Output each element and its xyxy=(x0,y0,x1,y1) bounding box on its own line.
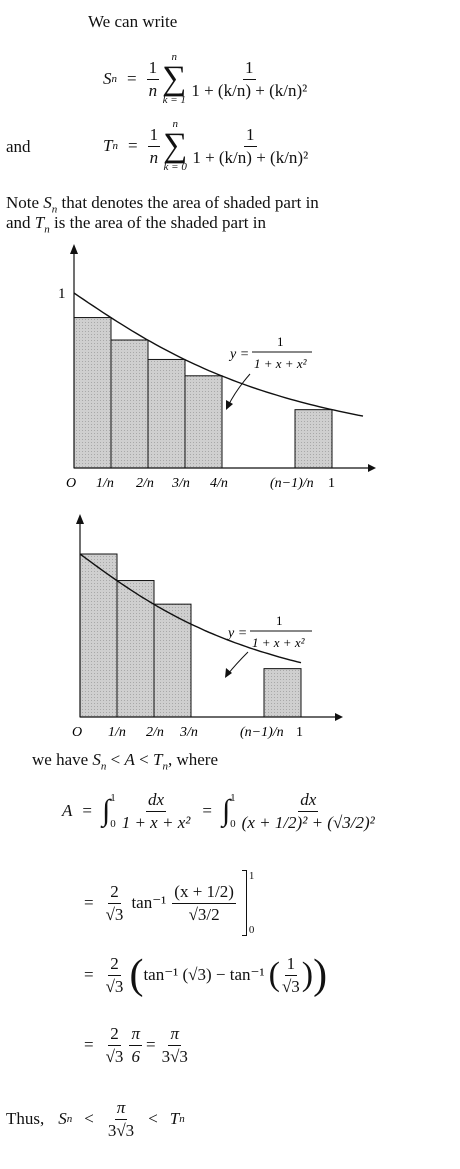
step-2 xyxy=(84,952,328,999)
we-have-lt1: < xyxy=(106,750,125,769)
tn-sum xyxy=(163,119,187,173)
fig1-xlabel-2: 2/n xyxy=(136,476,154,491)
step3-pi6 xyxy=(129,1024,142,1066)
thus-label: Thus, xyxy=(6,1109,45,1129)
and-label: and xyxy=(6,137,31,156)
sn-equals: = xyxy=(127,69,137,89)
note-line-2 xyxy=(6,213,266,235)
thus-s-sub: n xyxy=(66,1113,73,1126)
integral-frac-2 xyxy=(240,790,377,832)
integral-lo-2: 0 xyxy=(230,818,236,831)
we-have-A: A xyxy=(124,750,135,769)
note-l2-sub: n xyxy=(44,223,50,236)
step3-result xyxy=(160,1024,190,1066)
thus-lt2: < xyxy=(148,1109,158,1129)
integral-den-1: 1 + x + x² xyxy=(121,812,191,832)
fig1-xlabel-3: 3/n xyxy=(172,476,190,491)
sn-n: n xyxy=(148,80,158,100)
step3-eq: = xyxy=(84,1035,94,1055)
sn-term-num: 1 xyxy=(243,58,256,80)
step-1 xyxy=(84,870,254,936)
tn-term-den: 1 + (k/n) + (k/n)² xyxy=(192,147,309,167)
we-have-s: S xyxy=(92,750,101,769)
step2-inner-rparen: ) xyxy=(301,956,314,994)
step1-bracket-limits xyxy=(249,870,255,936)
sn-lhs-sub: n xyxy=(111,73,117,86)
integral-num-2: dx xyxy=(298,790,318,812)
fig1-bar-last xyxy=(295,410,332,468)
step1-eq: = xyxy=(84,893,94,912)
fig1-x-arrow xyxy=(368,464,376,472)
step1-num: 2 xyxy=(108,882,121,904)
step2-rparen: ) xyxy=(313,952,328,999)
thus-lt1: < xyxy=(84,1109,94,1129)
thus-s: S xyxy=(58,1109,67,1129)
sn-formula xyxy=(103,52,309,106)
fig1-y-arrow xyxy=(70,244,78,254)
sn-sum xyxy=(162,52,186,106)
tn-formula xyxy=(103,119,310,173)
fig2-curve-label-num: 1 xyxy=(276,613,283,628)
integral-eq-2: = xyxy=(202,801,212,821)
integral-lo-1: 0 xyxy=(110,818,116,831)
fig2-xlabel-5: 1 xyxy=(296,725,303,740)
we-have-t-sub: n xyxy=(162,760,168,773)
step2-den: √3 xyxy=(105,976,124,996)
fig1-xlabel-1: 1/n xyxy=(96,476,114,491)
fig2-curve-label-den: 1 + x + x² xyxy=(252,635,305,650)
intro-text: We can write xyxy=(88,12,178,31)
step2-num: 2 xyxy=(108,954,121,976)
step1-lo: 0 xyxy=(248,924,255,936)
step-3 xyxy=(84,1024,190,1066)
thus-t: T xyxy=(169,1109,180,1129)
step1-coef xyxy=(104,882,126,924)
we-have-t: T xyxy=(153,750,163,769)
step3-den-b: 6 xyxy=(131,1046,140,1066)
fig2-xlabel-0: O xyxy=(72,725,83,740)
step2-inner-lparen: ( xyxy=(268,956,280,994)
we-have-b: , where xyxy=(167,750,218,769)
step3-den: √3 xyxy=(105,1046,124,1066)
fig2-curve-label-y: y = xyxy=(228,626,248,641)
fig1-bar-1 xyxy=(74,318,111,468)
tn-term xyxy=(190,125,310,167)
thus-line xyxy=(6,1098,185,1140)
thus-den: 3√3 xyxy=(107,1120,135,1140)
tn-n: n xyxy=(149,147,159,167)
step3-eq-2: = xyxy=(145,1035,156,1055)
step1-bracket-glyph xyxy=(242,870,247,936)
fig2-leader-arrow xyxy=(225,668,232,678)
fig1-leader xyxy=(228,374,250,406)
integral-frac-1 xyxy=(120,790,193,832)
fig1-bar-2 xyxy=(111,340,148,468)
step1-arg xyxy=(172,882,236,924)
fig1-curve-label-y: y = xyxy=(230,347,250,362)
step1-hi: 1 xyxy=(248,870,255,882)
fig2-x-arrow xyxy=(335,713,343,721)
sn-term-den: 1 + (k/n) + (k/n)² xyxy=(191,80,308,100)
step1-arg-num: (x + 1/2) xyxy=(172,882,236,904)
step1-den: √3 xyxy=(105,904,124,924)
fig1-bar-3 xyxy=(148,359,185,468)
we-have-line xyxy=(32,750,218,772)
fig2-leader xyxy=(228,652,248,674)
fig1-xlabel-4: 4/n xyxy=(210,476,228,491)
sn-lhs: S xyxy=(103,69,112,89)
tn-term-num: 1 xyxy=(244,125,257,147)
fig1-y-tick: 1 xyxy=(58,286,66,302)
integral-hi-2: 1 xyxy=(230,792,236,805)
integral-den-2: (x + 1/2)² + (√3/2)² xyxy=(241,812,375,832)
sn-term xyxy=(189,58,309,100)
tn-sum-bottom: k = 0 xyxy=(163,161,187,174)
tn-lhs: T xyxy=(103,136,113,156)
integral-sign-1: ∫ xyxy=(101,794,111,828)
sn-one-over-n xyxy=(147,58,160,100)
fig1-leader-arrow xyxy=(226,400,233,410)
step2-inner-den: √3 xyxy=(281,976,300,996)
we-have-a: we have xyxy=(32,750,93,769)
step2-coef xyxy=(104,954,126,996)
integral-limits-1 xyxy=(110,792,116,830)
thus-t-sub: n xyxy=(179,1113,185,1126)
fig1-curve-label-den: 1 + x + x² xyxy=(254,356,307,371)
note-l2-a: and xyxy=(6,213,35,232)
note-l2-t: T xyxy=(34,213,45,232)
fig1-curve-label-num: 1 xyxy=(277,334,284,349)
step3-num-c: π xyxy=(168,1024,181,1046)
step3-num: 2 xyxy=(108,1024,121,1046)
fig1-xlabel-0: O xyxy=(66,476,77,491)
sn-one: 1 xyxy=(147,58,160,80)
step2-eq: = xyxy=(84,965,94,985)
step1-arg-den: √3/2 xyxy=(188,904,220,924)
note-l1-s: S xyxy=(43,193,52,212)
fig2-xlabel-1: 1/n xyxy=(108,725,126,740)
note-l1-a: Note xyxy=(6,193,44,212)
step3-den-c: 3√3 xyxy=(161,1046,188,1066)
we-have-s-sub: n xyxy=(100,760,107,773)
we-have-lt2: < xyxy=(134,750,153,769)
step1-eval-bracket xyxy=(236,870,255,936)
tn-one-over-n xyxy=(148,125,161,167)
fig1-xlabel-6: 1 xyxy=(328,476,335,491)
fig2-bar-1 xyxy=(80,554,117,717)
step1-fn: tan⁻¹ xyxy=(131,893,167,912)
fig1-xlabel-5: (n−1)/n xyxy=(270,476,314,491)
integral-line xyxy=(62,790,377,832)
integral-num-1: dx xyxy=(146,790,166,812)
step2-lparen: ( xyxy=(129,952,144,999)
fig1-bar-4 xyxy=(185,376,222,468)
thus-frac xyxy=(106,1098,136,1140)
fig2-bar-last xyxy=(264,669,301,717)
step3-coef xyxy=(104,1024,126,1066)
tn-equals: = xyxy=(127,136,138,156)
note-l2-b: is the area of the shaded part in xyxy=(49,213,266,232)
step2-inner xyxy=(280,954,302,996)
integral-eq: = xyxy=(82,801,92,821)
fig2-xlabel-3: 3/n xyxy=(180,725,198,740)
sn-sum-top: n xyxy=(171,51,177,63)
step2-t1: tan⁻¹ (√3) − tan⁻¹ xyxy=(143,965,265,985)
step2-inner-num: 1 xyxy=(285,954,298,976)
sn-sum-bottom: k = 1 xyxy=(162,94,186,107)
integral-hi-1: 1 xyxy=(110,792,116,805)
tn-sum-top: n xyxy=(172,118,178,130)
figure-1 xyxy=(0,240,460,495)
fig2-xlabel-2: 2/n xyxy=(146,725,164,740)
figure-2 xyxy=(0,510,460,745)
sn-sigma: ∑ xyxy=(162,60,187,97)
integral-sign-2: ∫ xyxy=(221,794,231,828)
fig2-y-arrow xyxy=(76,514,84,524)
thus-num: π xyxy=(115,1098,128,1120)
tn-one: 1 xyxy=(148,125,161,147)
note-l1-sub: n xyxy=(51,203,58,216)
fig2-xlabel-4: (n−1)/n xyxy=(240,725,284,740)
integral-limits-2 xyxy=(230,792,236,830)
fig1-bars xyxy=(74,318,332,468)
tn-lhs-sub: n xyxy=(112,140,118,153)
integral-A: A xyxy=(62,801,73,821)
note-l1-b: that denotes the area of shaded part in xyxy=(57,193,319,212)
tn-sigma: ∑ xyxy=(163,127,188,164)
step3-num-b: π xyxy=(129,1024,142,1046)
